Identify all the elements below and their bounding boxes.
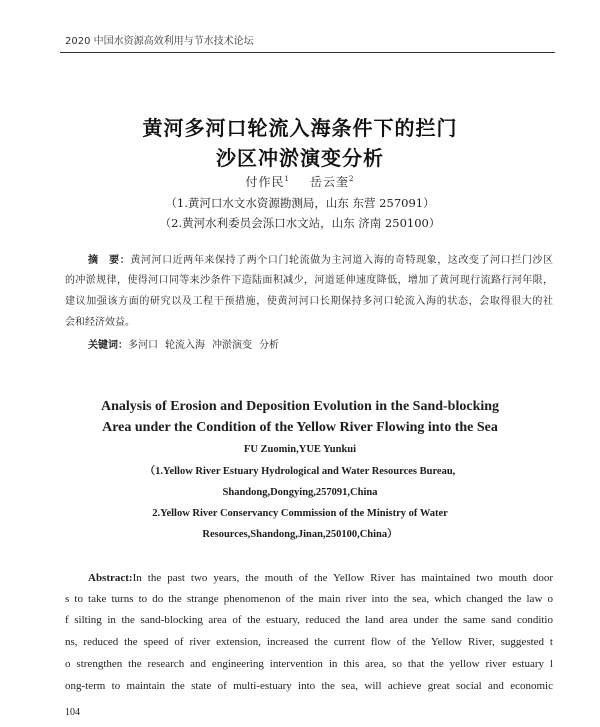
title-en-line-1: Analysis of Erosion and Deposition Evolution in the Sand-blocking <box>100 399 500 414</box>
affiliation-en-line-3: 2.Yellow River Conservancy Commission of the Ministry of Water <box>152 508 448 519</box>
author-cn-1: 付作民 <box>245 175 285 189</box>
abstract-en-line-6: ong-term to maintain the state of multi-estuary into the sea, will achieve great social and economic <box>65 680 553 692</box>
keywords-cn <box>65 335 553 356</box>
running-header: 2020 中国水资源高效利用与节水技术论坛 <box>65 36 254 47</box>
abstract-cn-line-3: 建议加强该方面的研究以及工程干预措施，使黄河河口长期保持多河口轮流入海的状态，会取得很大的社 <box>65 296 553 307</box>
abstract-cn-line-2: 的冲淤规律，使得河口同等来沙条件下造陆面积减少，河道延伸速度降低，增加了黄河现行流路行河年限， <box>65 275 553 286</box>
title-cn-line-2: 沙区冲淤演变分析 <box>216 146 384 170</box>
abstract-cn-line-4: 会和经济效益。 <box>65 317 135 328</box>
abstract-en-line-5: o strengthen the research and engineering intervention in this area, so that the yellow river estuary l <box>65 658 553 670</box>
authors-en: FU Zuomin,YUE Yunkui <box>243 444 357 455</box>
keyword-2: 轮流入海 <box>165 340 205 351</box>
affiliation-en-line-4: Resources,Shandong,Jinan,250100,China） <box>202 529 398 540</box>
abstract-cn-text-1: 黄河河口近两年来保持了两个口门轮流做为主河道入海的奇特现象，这改变了河口拦门沙区 <box>130 255 554 266</box>
abstract-en-line-4: ns, reduced the speed of river extension, increased the current flow of the Yellow River, suggested t <box>65 636 553 648</box>
keywords-cn-label: 关键词： <box>88 340 128 351</box>
affiliation-cn-2: （2.黄河水利委员会泺口水文站，山东 济南 250100） <box>159 216 441 230</box>
keyword-4: 分析 <box>259 340 279 351</box>
abstract-en-line-1 <box>65 568 553 589</box>
affiliation-en-line-2: Shandong,Dongying,257091,China <box>222 487 378 498</box>
title-cn-line-1: 黄河多河口轮流入海条件下的拦门 <box>142 116 458 140</box>
author-cn-2: 岳云奎 <box>310 175 350 189</box>
abstract-cn-line-1 <box>65 250 553 271</box>
page-number: 104 <box>65 707 80 718</box>
abstract-en-line-3: f silting in the sand-blocking area of the estuary, reduced the land area under the same sand conditio <box>65 614 553 626</box>
header-rule <box>60 52 555 53</box>
affiliation-en-line-1: （1.Yellow River Estuary Hydrological and Water Resources Bureau, <box>144 466 456 477</box>
authors-cn <box>0 174 600 190</box>
abstract-en-text-1: In the past two years, the mouth of the Yellow River has maintained two mouth door <box>132 572 553 584</box>
author-cn-2-mark: 2 <box>349 175 355 183</box>
abstract-en-line-2: s to take turns to do the strange phenomenon of the main river into the sea, which changed the law o <box>65 593 553 605</box>
affiliation-cn-1: （1.黄河口水文水资源勘测局，山东 东营 257091） <box>165 196 435 210</box>
abstract-en-label: Abstract: <box>88 572 133 584</box>
keyword-1: 多河口 <box>128 340 158 351</box>
author-cn-1-mark: 1 <box>284 175 290 183</box>
title-en-line-2: Area under the Condition of the Yellow River Flowing into the Sea <box>102 420 498 435</box>
keyword-3: 冲淤演变 <box>212 340 252 351</box>
abstract-cn-label: 摘 要： <box>88 255 131 266</box>
